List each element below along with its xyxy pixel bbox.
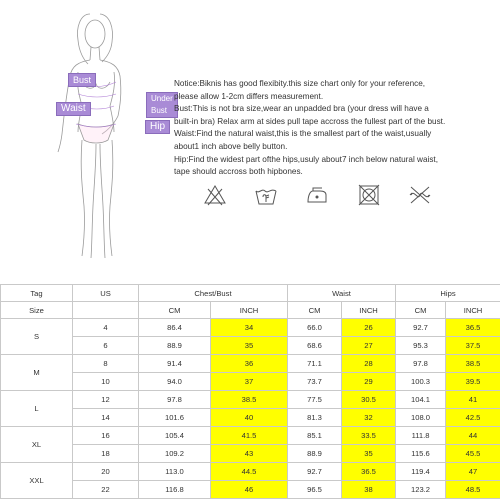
table-row bbox=[1, 337, 500, 355]
size-chart-table bbox=[0, 284, 500, 499]
bust-inch-cell: 38.5 bbox=[211, 391, 288, 409]
waist-label: Waist bbox=[56, 102, 91, 116]
hips-cm-cell: 115.6 bbox=[396, 445, 446, 463]
table-header-row bbox=[1, 285, 500, 302]
us-cell: 8 bbox=[73, 355, 139, 373]
bust-cm-cell: 94.0 bbox=[139, 373, 211, 391]
hips-cm-cell: 100.3 bbox=[396, 373, 446, 391]
table-row bbox=[1, 463, 500, 481]
header-hips: Hips bbox=[396, 285, 500, 302]
bust-inch-cell: 34 bbox=[211, 319, 288, 337]
header-cm: CM bbox=[139, 302, 211, 319]
fashion-figure bbox=[28, 6, 173, 264]
hips-inch-cell: 39.5 bbox=[446, 373, 500, 391]
table-row bbox=[1, 427, 500, 445]
us-cell: 6 bbox=[73, 337, 139, 355]
header-inch: INCH bbox=[446, 302, 500, 319]
hips-cm-cell: 92.7 bbox=[396, 319, 446, 337]
waist-cm-cell: 88.9 bbox=[288, 445, 342, 463]
us-cell: 14 bbox=[73, 409, 139, 427]
bust-cm-cell: 113.0 bbox=[139, 463, 211, 481]
waist-inch-cell: 30.5 bbox=[342, 391, 396, 409]
header-tag: Tag bbox=[1, 285, 73, 302]
bust-inch-cell: 40 bbox=[211, 409, 288, 427]
waist-cm-cell: 71.1 bbox=[288, 355, 342, 373]
header-bust: Chest/Bust bbox=[139, 285, 288, 302]
note-line: please allow 1-2cm differs measurement. bbox=[174, 91, 324, 101]
us-cell: 16 bbox=[73, 427, 139, 445]
waist-inch-cell: 32 bbox=[342, 409, 396, 427]
hips-cm-cell: 119.4 bbox=[396, 463, 446, 481]
bust-inch-cell: 36 bbox=[211, 355, 288, 373]
hips-cm-cell: 104.1 bbox=[396, 391, 446, 409]
size-cell: XL bbox=[1, 427, 73, 463]
waist-cm-cell: 73.7 bbox=[288, 373, 342, 391]
hips-cm-cell: 108.0 bbox=[396, 409, 446, 427]
bust-cm-cell: 101.6 bbox=[139, 409, 211, 427]
waist-inch-cell: 26 bbox=[342, 319, 396, 337]
bust-inch-cell: 44.5 bbox=[211, 463, 288, 481]
figure-sketch bbox=[28, 6, 168, 264]
bust-cm-cell: 86.4 bbox=[139, 319, 211, 337]
bust-cm-cell: 88.9 bbox=[139, 337, 211, 355]
do-not-tumble-dry-icon bbox=[357, 183, 381, 207]
waist-cm-cell: 92.7 bbox=[288, 463, 342, 481]
bust-cm-cell: 109.2 bbox=[139, 445, 211, 463]
size-cell: XXL bbox=[1, 463, 73, 499]
hand-wash-icon bbox=[254, 183, 278, 207]
hips-inch-cell: 36.5 bbox=[446, 319, 500, 337]
us-cell: 22 bbox=[73, 481, 139, 499]
waist-cm-cell: 81.3 bbox=[288, 409, 342, 427]
hip-label: Hip bbox=[145, 120, 170, 134]
us-cell: 20 bbox=[73, 463, 139, 481]
waist-cm-cell: 66.0 bbox=[288, 319, 342, 337]
hips-inch-cell: 44 bbox=[446, 427, 500, 445]
bust-cm-cell: 91.4 bbox=[139, 355, 211, 373]
hips-cm-cell: 123.2 bbox=[396, 481, 446, 499]
waist-inch-cell: 36.5 bbox=[342, 463, 396, 481]
us-cell: 10 bbox=[73, 373, 139, 391]
waist-inch-cell: 38 bbox=[342, 481, 396, 499]
header-waist: Waist bbox=[288, 285, 396, 302]
hips-inch-cell: 48.5 bbox=[446, 481, 500, 499]
table-row bbox=[1, 391, 500, 409]
note-line: built-in bra) Relax arm at sides pull tape accross the fullest part of the bust. bbox=[174, 116, 446, 126]
header-cm: CM bbox=[288, 302, 342, 319]
table-row bbox=[1, 373, 500, 391]
waist-inch-cell: 29 bbox=[342, 373, 396, 391]
hips-cm-cell: 97.8 bbox=[396, 355, 446, 373]
table-row bbox=[1, 355, 500, 373]
bust-inch-cell: 43 bbox=[211, 445, 288, 463]
us-cell: 4 bbox=[73, 319, 139, 337]
header-inch: INCH bbox=[342, 302, 396, 319]
bust-inch-cell: 46 bbox=[211, 481, 288, 499]
hips-inch-cell: 38.5 bbox=[446, 355, 500, 373]
bust-inch-cell: 35 bbox=[211, 337, 288, 355]
waist-inch-cell: 27 bbox=[342, 337, 396, 355]
hips-inch-cell: 37.5 bbox=[446, 337, 500, 355]
waist-inch-cell: 28 bbox=[342, 355, 396, 373]
size-cell: S bbox=[1, 319, 73, 355]
note-line: tape should accross both hipbones. bbox=[174, 167, 303, 177]
header-size: Size bbox=[1, 302, 73, 319]
waist-inch-cell: 35 bbox=[342, 445, 396, 463]
header-cm: CM bbox=[396, 302, 446, 319]
waist-inch-cell: 33.5 bbox=[342, 427, 396, 445]
bust-inch-cell: 37 bbox=[211, 373, 288, 391]
bust-label: Bust bbox=[68, 73, 96, 87]
bust-inch-cell: 41.5 bbox=[211, 427, 288, 445]
size-cell: L bbox=[1, 391, 73, 427]
note-line: Waist:Find the natural waist,this is the smallest part of the waist,usually bbox=[174, 129, 432, 139]
header-blank bbox=[73, 302, 139, 319]
waist-cm-cell: 85.1 bbox=[288, 427, 342, 445]
table-row bbox=[1, 409, 500, 427]
under-bust-label: Under Bust bbox=[146, 92, 178, 118]
table-subheader-row bbox=[1, 302, 500, 319]
header-us: US bbox=[73, 285, 139, 302]
size-notes bbox=[174, 78, 496, 179]
waist-cm-cell: 77.5 bbox=[288, 391, 342, 409]
waist-cm-cell: 96.5 bbox=[288, 481, 342, 499]
table-row bbox=[1, 319, 500, 337]
us-cell: 12 bbox=[73, 391, 139, 409]
table-row bbox=[1, 481, 500, 499]
hips-inch-cell: 41 bbox=[446, 391, 500, 409]
us-cell: 18 bbox=[73, 445, 139, 463]
note-line: Bust:This is not bra size,wear an unpadded bra (your dress will have a bbox=[174, 104, 429, 114]
waist-cm-cell: 68.6 bbox=[288, 337, 342, 355]
iron-low-icon bbox=[305, 183, 329, 207]
size-cell: M bbox=[1, 355, 73, 391]
bust-cm-cell: 105.4 bbox=[139, 427, 211, 445]
do-not-wring-icon bbox=[408, 183, 432, 207]
hips-inch-cell: 42.5 bbox=[446, 409, 500, 427]
hips-inch-cell: 47 bbox=[446, 463, 500, 481]
do-not-bleach-icon bbox=[203, 183, 227, 207]
hips-cm-cell: 111.8 bbox=[396, 427, 446, 445]
note-line: about1 inch above belly button. bbox=[174, 141, 288, 151]
hips-inch-cell: 45.5 bbox=[446, 445, 500, 463]
bust-cm-cell: 116.8 bbox=[139, 481, 211, 499]
bust-cm-cell: 97.8 bbox=[139, 391, 211, 409]
note-line: Notice:Biknis has good flexibity.this size chart only for your reference, bbox=[174, 79, 426, 88]
note-line: Hip:Find the widest part ofthe hips,usuly about7 inch below natural waist, bbox=[174, 154, 438, 164]
header-inch: INCH bbox=[211, 302, 288, 319]
hips-cm-cell: 95.3 bbox=[396, 337, 446, 355]
table-row bbox=[1, 445, 500, 463]
